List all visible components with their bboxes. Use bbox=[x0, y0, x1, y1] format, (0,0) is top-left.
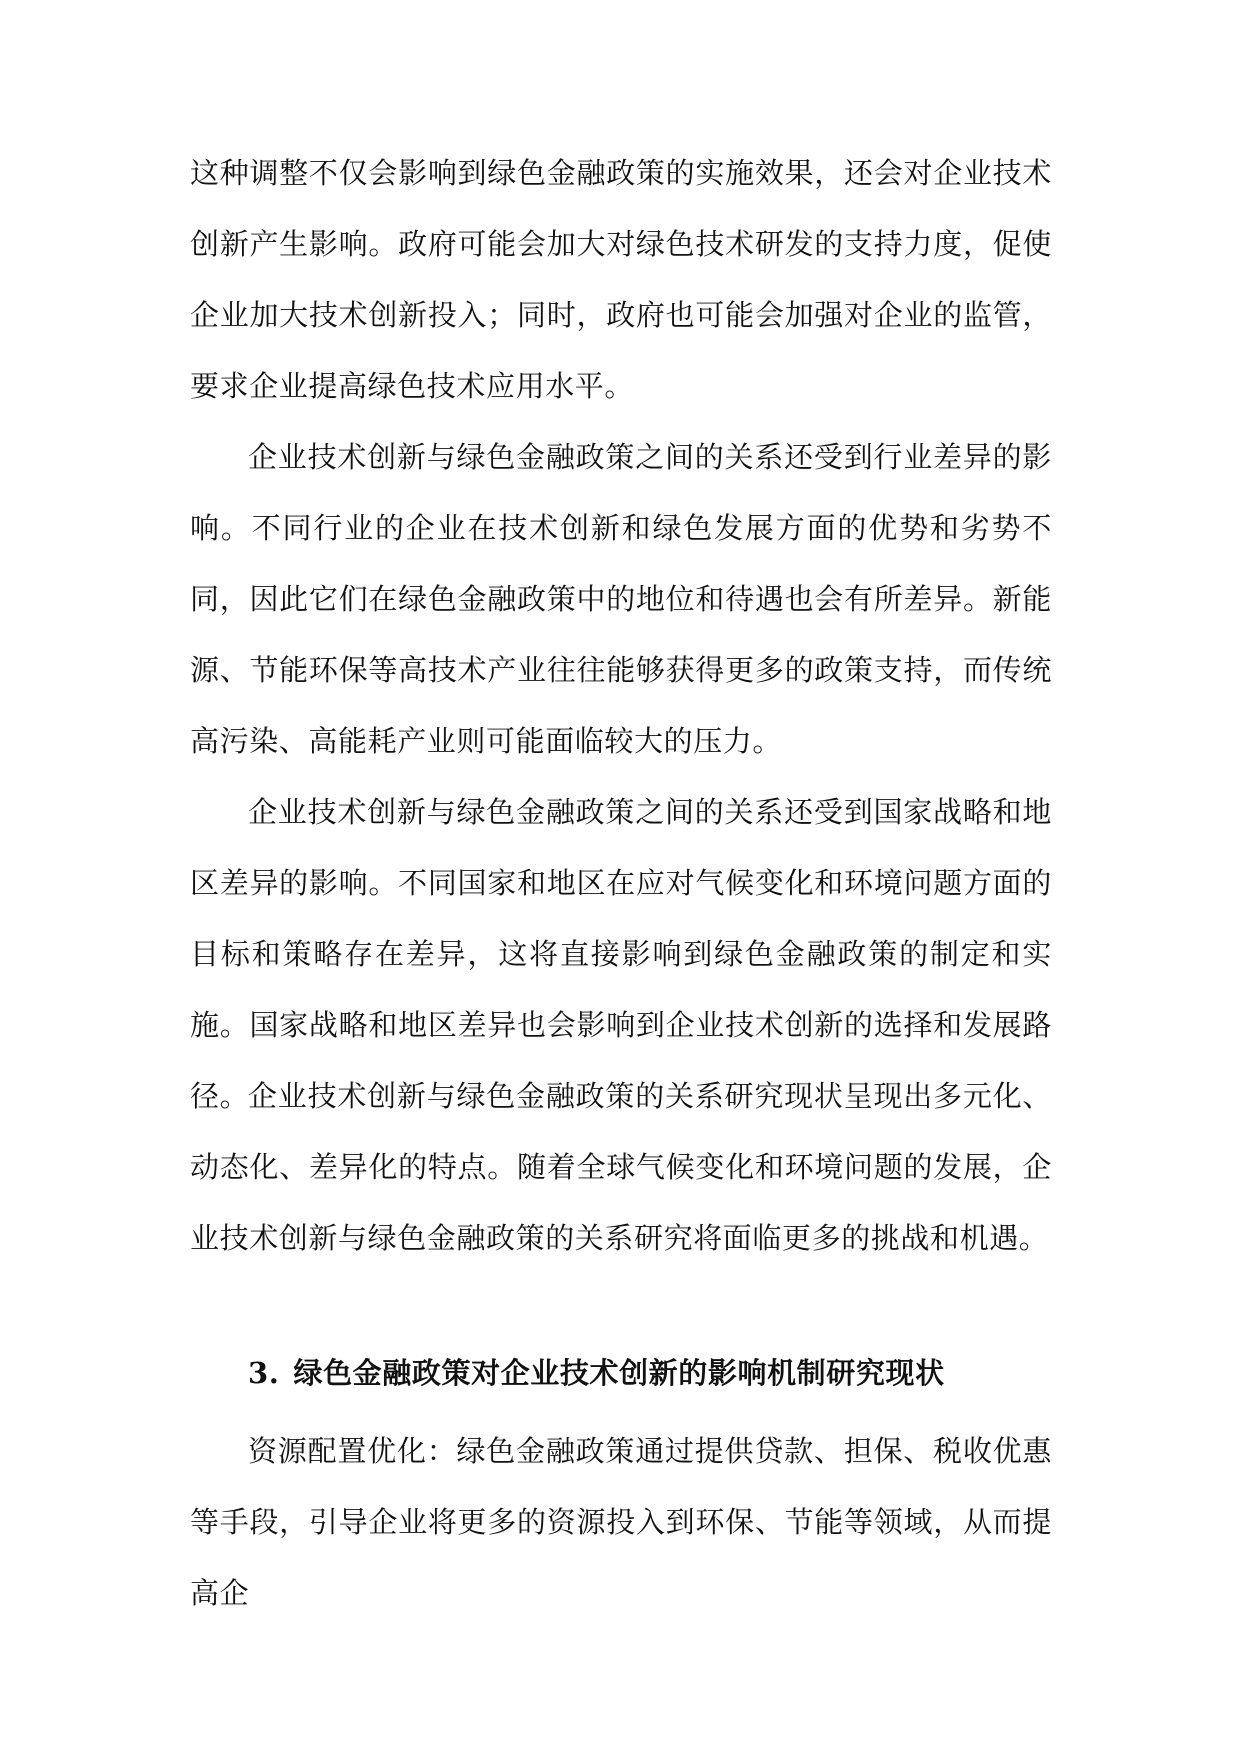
section-number: 3. bbox=[248, 1356, 280, 1390]
paragraph-continuation: 这种调整不仅会影响到绿色金融政策的实施效果，还会对企业技术创新产生影响。政府可能会加大对绿色技术研发的支持力度，促使企业加大技术创新投入；同时，政府也可能会加强对企业的监管，要求企业提高绿色技术应用水平。 bbox=[190, 156, 1052, 403]
section-title: 绿色金融政策对企业技术创新的影响机制研究现状 bbox=[293, 1356, 945, 1390]
paragraph-resource-allocation: 资源配置优化：绿色金融政策通过提供贷款、担保、税收优惠等手段，引导企业将更多的资源投入到环保、节能等领域，从而提高企 bbox=[190, 1434, 1052, 1610]
paragraph-national-strategy: 企业技术创新与绿色金融政策之间的关系还受到国家战略和地区差异的影响。不同国家和地区在应对气候变化和环境问题方面的目标和策略存在差异，这将直接影响到绿色金融政策的制定和实施。国家战略和地区差异也会影响到企业技术创新的选择和发展路径。 bbox=[190, 795, 1052, 1113]
paragraph-research-status: 企业技术创新与绿色金融政策的关系研究现状呈现出多元化、动态化、差异化的特点。随着全球气候变化和环境问题的发展，企业技术创新与绿色金融政策的关系研究将面临更多的挑战和机遇。 bbox=[190, 1079, 1052, 1255]
paragraph-industry-differences: 企业技术创新与绿色金融政策之间的关系还受到行业差异的影响。不同行业的企业在技术创新和绿色发展方面的优势和劣势不同，因此它们在绿色金融政策中的地位和待遇也会有所差异。新能源、节能环保等高技术产业往往能够获得更多的政策支持，而传统高污染、高能耗产业则可能面临较大的压力。 bbox=[190, 440, 1052, 758]
section-heading bbox=[248, 1338, 1052, 1409]
